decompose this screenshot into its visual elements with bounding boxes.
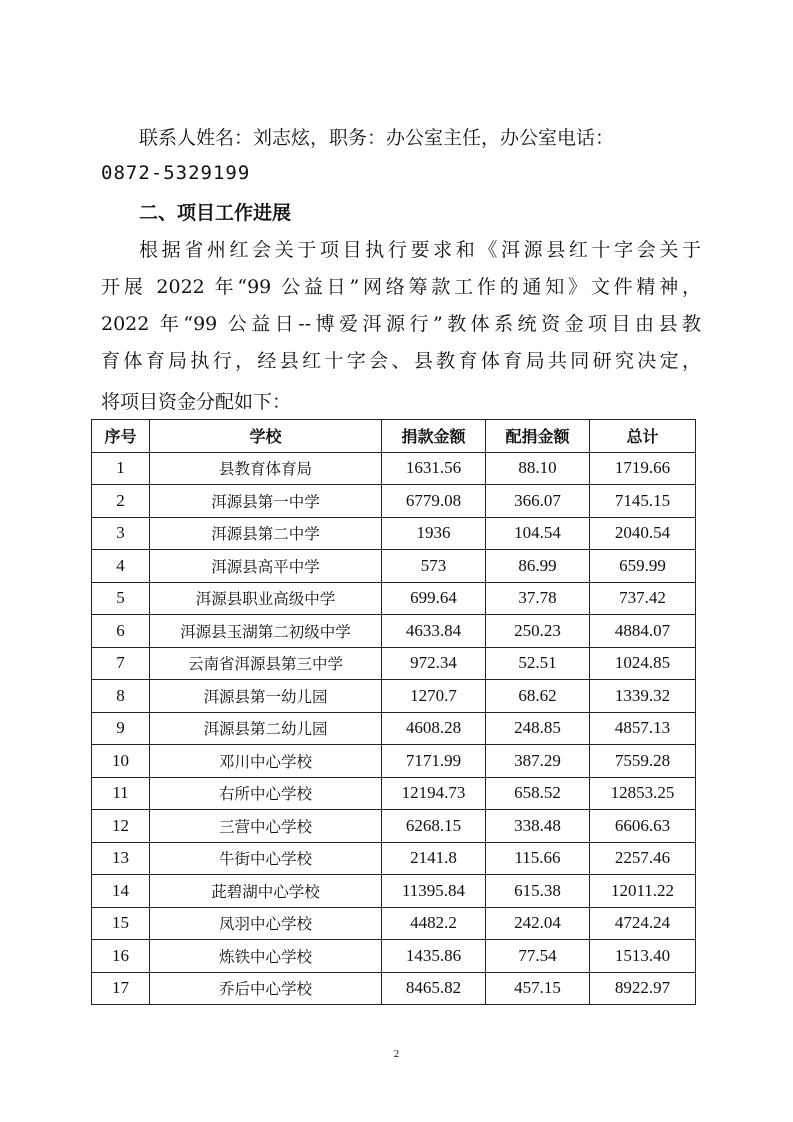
matching-amount: 52.51 xyxy=(486,647,590,680)
total-amount: 659.99 xyxy=(590,550,696,583)
donation-amount: 12194.73 xyxy=(382,777,486,810)
total-amount: 12853.25 xyxy=(590,777,696,810)
total-amount: 737.42 xyxy=(590,582,696,615)
school-name: 乔后中心学校 xyxy=(150,972,382,1005)
row-index: 17 xyxy=(92,972,150,1005)
total-amount: 6606.63 xyxy=(590,810,696,843)
school-name: 右所中心学校 xyxy=(150,777,382,810)
paragraph-line: 育体育局执行，经县红十字会、县教育体育局共同研究决定， xyxy=(101,350,701,372)
paragraph-line: 2022 年“99 公益日--博爱洱源行”教体系统资金项目由县教 xyxy=(101,313,701,335)
header-index: 序号 xyxy=(92,420,150,453)
school-name: 洱源县第二中学 xyxy=(150,517,382,550)
school-name: 洱源县第一中学 xyxy=(150,485,382,518)
table-row xyxy=(92,907,696,940)
matching-amount: 250.23 xyxy=(486,615,590,648)
school-name: 凤羽中心学校 xyxy=(150,907,382,940)
table-row xyxy=(92,810,696,843)
matching-amount: 242.04 xyxy=(486,907,590,940)
matching-amount: 37.78 xyxy=(486,582,590,615)
row-index: 3 xyxy=(92,517,150,550)
matching-amount: 86.99 xyxy=(486,550,590,583)
matching-amount: 248.85 xyxy=(486,712,590,745)
header-total: 总计 xyxy=(590,420,696,453)
school-name: 洱源县第一幼儿园 xyxy=(150,680,382,713)
donation-amount: 1936 xyxy=(382,517,486,550)
table-row xyxy=(92,550,696,583)
school-name: 洱源县高平中学 xyxy=(150,550,382,583)
table-row xyxy=(92,875,696,908)
school-name: 牛街中心学校 xyxy=(150,842,382,875)
table-row xyxy=(92,712,696,745)
table-row xyxy=(92,615,696,648)
row-index: 13 xyxy=(92,842,150,875)
matching-amount: 615.38 xyxy=(486,875,590,908)
school-name: 洱源县玉湖第二初级中学 xyxy=(150,615,382,648)
row-index: 15 xyxy=(92,907,150,940)
row-index: 6 xyxy=(92,615,150,648)
allocation-table xyxy=(91,419,696,1005)
total-amount: 7145.15 xyxy=(590,485,696,518)
donation-amount: 1435.86 xyxy=(382,940,486,973)
matching-amount: 77.54 xyxy=(486,940,590,973)
section-heading: 二、项目工作进展 xyxy=(139,202,292,224)
school-name: 云南省洱源县第三中学 xyxy=(150,647,382,680)
matching-amount: 366.07 xyxy=(486,485,590,518)
table-row xyxy=(92,485,696,518)
table-row xyxy=(92,842,696,875)
total-amount: 4724.24 xyxy=(590,907,696,940)
row-index: 8 xyxy=(92,680,150,713)
row-index: 2 xyxy=(92,485,150,518)
header-matching: 配捐金额 xyxy=(486,420,590,453)
row-index: 12 xyxy=(92,810,150,843)
paragraph-line: 开展 2022 年“99 公益日”网络筹款工作的通知》文件精神， xyxy=(101,276,701,298)
paragraph-line: 根据省州红会关于项目执行要求和《洱源县红十字会关于 xyxy=(139,239,701,261)
table-row xyxy=(92,777,696,810)
row-index: 16 xyxy=(92,940,150,973)
paragraph-line: 将项目资金分配如下： xyxy=(101,391,292,413)
donation-amount: 8465.82 xyxy=(382,972,486,1005)
row-index: 1 xyxy=(92,452,150,485)
school-name: 三营中心学校 xyxy=(150,810,382,843)
total-amount: 1339.32 xyxy=(590,680,696,713)
row-index: 7 xyxy=(92,647,150,680)
total-amount: 12011.22 xyxy=(590,875,696,908)
donation-amount: 1631.56 xyxy=(382,452,486,485)
row-index: 4 xyxy=(92,550,150,583)
matching-amount: 68.62 xyxy=(486,680,590,713)
row-index: 9 xyxy=(92,712,150,745)
total-amount: 4884.07 xyxy=(590,615,696,648)
matching-amount: 115.66 xyxy=(486,842,590,875)
table-header-row xyxy=(92,420,696,453)
matching-amount: 457.15 xyxy=(486,972,590,1005)
donation-amount: 6268.15 xyxy=(382,810,486,843)
school-name: 茈碧湖中心学校 xyxy=(150,875,382,908)
donation-amount: 573 xyxy=(382,550,486,583)
table-body xyxy=(92,452,696,1005)
table-row xyxy=(92,745,696,778)
row-index: 14 xyxy=(92,875,150,908)
school-name: 邓川中心学校 xyxy=(150,745,382,778)
table-row xyxy=(92,517,696,550)
school-name: 县教育体育局 xyxy=(150,452,382,485)
donation-amount: 2141.8 xyxy=(382,842,486,875)
donation-amount: 4633.84 xyxy=(382,615,486,648)
total-amount: 2040.54 xyxy=(590,517,696,550)
total-amount: 1719.66 xyxy=(590,452,696,485)
table-row xyxy=(92,940,696,973)
donation-amount: 4482.2 xyxy=(382,907,486,940)
donation-amount: 7171.99 xyxy=(382,745,486,778)
school-name: 炼铁中心学校 xyxy=(150,940,382,973)
row-index: 5 xyxy=(92,582,150,615)
donation-amount: 11395.84 xyxy=(382,875,486,908)
total-amount: 1024.85 xyxy=(590,647,696,680)
table-row xyxy=(92,972,696,1005)
matching-amount: 387.29 xyxy=(486,745,590,778)
table-row xyxy=(92,647,696,680)
donation-amount: 6779.08 xyxy=(382,485,486,518)
donation-amount: 972.34 xyxy=(382,647,486,680)
school-name: 洱源县第二幼儿园 xyxy=(150,712,382,745)
header-donation: 捐款金额 xyxy=(382,420,486,453)
total-amount: 1513.40 xyxy=(590,940,696,973)
table-row xyxy=(92,452,696,485)
matching-amount: 88.10 xyxy=(486,452,590,485)
page-number: 2 xyxy=(393,1048,400,1060)
row-index: 10 xyxy=(92,745,150,778)
total-amount: 2257.46 xyxy=(590,842,696,875)
row-index: 11 xyxy=(92,777,150,810)
donation-amount: 699.64 xyxy=(382,582,486,615)
header-school: 学校 xyxy=(150,420,382,453)
donation-amount: 1270.7 xyxy=(382,680,486,713)
matching-amount: 338.48 xyxy=(486,810,590,843)
matching-amount: 104.54 xyxy=(486,517,590,550)
table-row xyxy=(92,582,696,615)
total-amount: 8922.97 xyxy=(590,972,696,1005)
total-amount: 7559.28 xyxy=(590,745,696,778)
matching-amount: 658.52 xyxy=(486,777,590,810)
school-name: 洱源县职业高级中学 xyxy=(150,582,382,615)
table-row xyxy=(92,680,696,713)
contact-line: 联系人姓名：刘志炫，职务：办公室主任，办公室电话： xyxy=(139,127,615,149)
donation-amount: 4608.28 xyxy=(382,712,486,745)
contact-phone: 0872-5329199 xyxy=(101,162,251,184)
total-amount: 4857.13 xyxy=(590,712,696,745)
